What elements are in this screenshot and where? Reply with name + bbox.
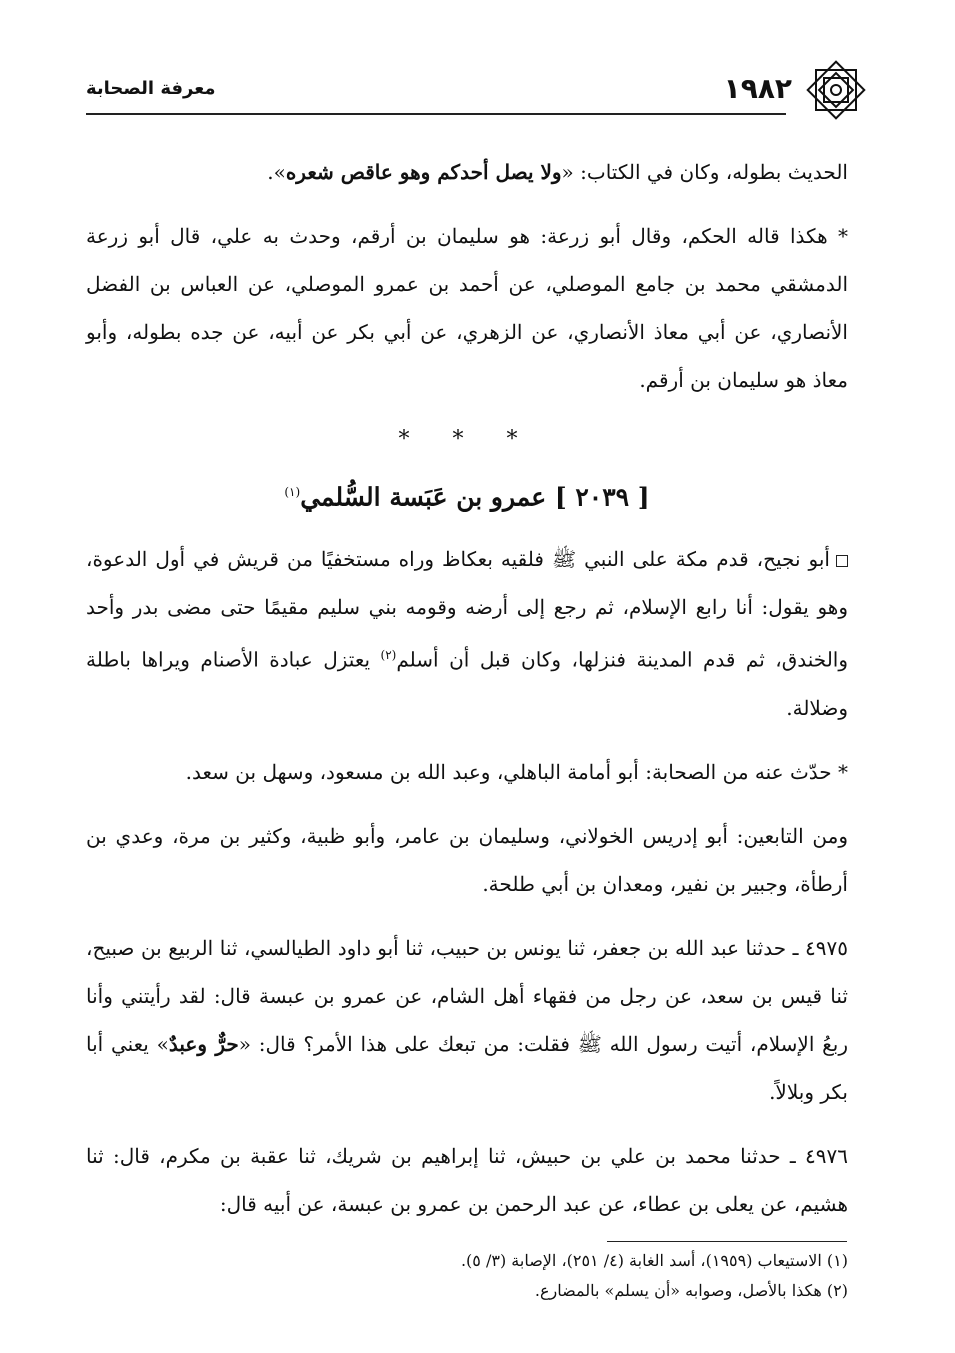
- footnote-ref: (٢): [380, 648, 397, 663]
- footnote-ref: (١): [284, 485, 301, 499]
- paragraph: ومن التابعين: أبو إدريس الخولاني، وسليمان بن عامر، وأبو ظبية، وكثير بن مرة، وعدي بن أرطأة، وجبير بن نفير، ومعدان بن أبي طلحة.: [86, 823, 848, 896]
- page-header: [86, 66, 870, 116]
- paragraph: * حدّث عنه من الصحابة: أبو أمامة الباهلي، وعبد الله بن مسعود، وسهل بن سعد.: [185, 759, 848, 784]
- paragraph: ٤٩٧٥ ـ حدثنا عبد الله بن جعفر، ثنا يونس بن حبيب، ثنا أبو داود الطيالسي، ثنا الربيع بن صبيح، ثنا قيس بن سعد، عن رجل من فقهاء أهل الشام، عن عمرو بن عبسة قال: لقد رأيتني وأنا ربعُ الإسلام، أتيت رسول الله ﷺ فقلت: من تبعك على هذا الأمر؟ قال: «حرٌّ وعبدٌ» يعني أبا بكر وبلالاً.: [86, 935, 848, 1104]
- footnote: (٢) هكذا بالأصل، وصوابه «أن يسلم» بالمضارع.: [534, 1281, 848, 1300]
- page-number: ١٩٨٢: [723, 72, 792, 105]
- footnote-rule: [607, 1241, 847, 1242]
- paragraph: الحديث بطوله، وكان في الكتاب: «ولا يصل أحدكم وهو عاقص شعره».: [267, 160, 848, 184]
- section-title: [ ٢٠٣٩ ] عمرو بن عَبَسة السُّلمي$^{(١)}$: [284, 482, 650, 512]
- section-separator: * * *: [398, 427, 536, 452]
- quoted-hadith: حرٌّ وعبدٌ: [168, 1031, 239, 1056]
- ornament-icon: [802, 56, 870, 124]
- paragraph: أبو نجيح، قدم مكة على النبي ﷺ فلقيه بعكاظ وراه مستخفيًا من قريش في أول الدعوة، وهو يقول: أنا رابع الإسلام، ثم رجع إلى أرضه وقومه بني سليم مقيمًا حتى مضى بدر وأحد والخندق، ثم قدم المدينة فنزلها، وكان قبل أن أسلم$^{(٢)}$ يعتزل عبادة الأصنام ويراها باطلة وضلالة.: [86, 547, 849, 720]
- book-title: معرفة الصحابة: [86, 78, 216, 99]
- header-rule: [86, 113, 786, 115]
- footnotes: [86, 1246, 848, 1306]
- quoted-hadith: ولا يصل أحدكم وهو عاقص شعره: [285, 160, 562, 184]
- paragraph: * هكذا قاله الحكم، وقال أبو زرعة: هو سليمان بن أرقم، وحدث به علي، قال أبو زرعة الدمشقي محمد بن جامع الموصلي، عن أحمد بن عمرو الموصلي، عن العباس بن الفضل الأنصاري، عن أبي معاذ الأنصاري، عن الزهري، عن أبي بكر عن أبيه، عن جده بطوله، وأبو معاذ هو سليمان بن أرقم.: [86, 224, 848, 392]
- square-marker-icon: [836, 555, 848, 567]
- page-body: [86, 148, 848, 1244]
- footnote: (١) الاستيعاب (١٩٥٩)، أسد الغابة (٤/ ٢٥١)، الإصابة (٣/ ٥).: [460, 1251, 848, 1270]
- paragraph: ٤٩٧٦ ـ حدثنا محمد بن علي بن حبيش، ثنا إبراهيم بن شريك، ثنا عقبة بن مكرم، قال: ثنا هشيم، عن يعلى بن عطاء، عن عبد الرحمن بن عمرو بن عبسة، عن أبيه قال:: [86, 1143, 848, 1216]
